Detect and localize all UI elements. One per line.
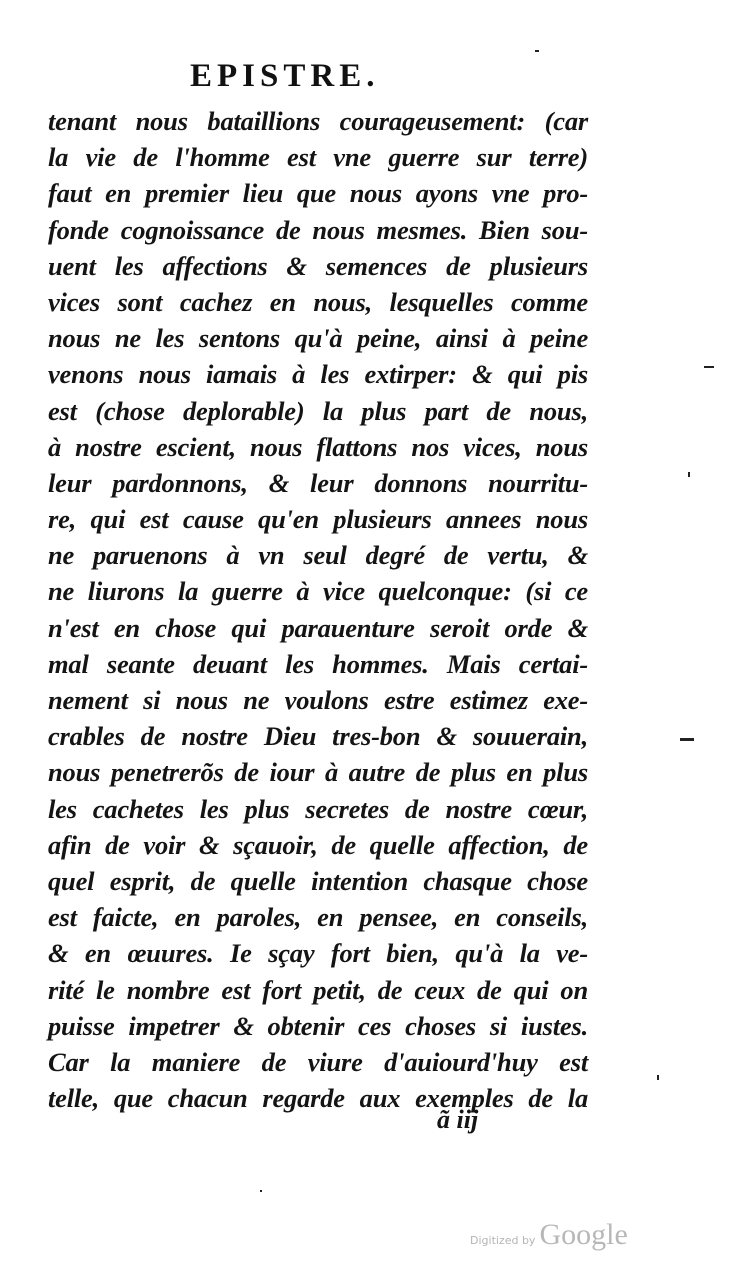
text-line: leur pardonnons, & leur donnons nourritu- xyxy=(48,467,588,498)
text-line: afin de voir & sçauoir, de quelle affection, de xyxy=(48,829,588,860)
text-line: puisse impetrer & obtenir ces choses si iustes. xyxy=(48,1010,588,1041)
text-line: ne liurons la guerre à vice quelconque: (si ce xyxy=(48,576,588,607)
text-line: crables de nostre Dieu tres-bon & souuerain, xyxy=(48,721,588,752)
text-line: venons nous iamais à les extirper: & qui pis xyxy=(48,359,588,390)
signature-mark: ã iij xyxy=(437,1105,479,1134)
text-line: re, qui est cause qu'en plusieurs annees nous xyxy=(48,504,588,535)
google-logo: Google xyxy=(539,1218,628,1251)
text-line: la vie de l'homme est vne guerre sur terre) xyxy=(48,142,588,173)
text-line: nous penetrerõs de iour à autre de plus en plus xyxy=(48,757,588,788)
text-line: telle, que chacun regarde aux exemples de la xyxy=(48,1083,588,1114)
text-line: & en œuures. Ie sçay fort bien, qu'à la ve- xyxy=(48,938,588,969)
text-line: rité le nombre est fort petit, de ceux de qui on xyxy=(48,974,588,1005)
ink-speck xyxy=(704,366,714,368)
text-line: quel esprit, de quelle intention chasque chose xyxy=(48,865,588,896)
ink-speck xyxy=(688,472,690,477)
digitized-watermark xyxy=(470,1218,628,1252)
text-line: ne paruenons à vn seul degré de vertu, & xyxy=(48,540,588,571)
ink-speck xyxy=(680,738,694,741)
text-line: les cachetes les plus secretes de nostre cœur, xyxy=(48,793,588,824)
ink-speck xyxy=(657,1075,659,1080)
text-line: nement si nous ne voulons estre estimez exe- xyxy=(48,685,588,715)
text-line: uent les affections & semences de plusieurs xyxy=(48,250,588,281)
body-text xyxy=(48,103,588,1116)
text-line: nous ne les sentons qu'à peine, ainsi à peine xyxy=(48,323,588,354)
ink-speck xyxy=(260,1190,262,1192)
text-line: est (chose deplorable) la plus part de nous, xyxy=(48,395,588,426)
text-line: fonde cognoissance de nous mesmes. Bien sou- xyxy=(48,214,588,245)
text-line: est faicte, en paroles, en pensee, en conseils, xyxy=(48,902,588,933)
text-line: Car la maniere de viure d'auiourd'huy est xyxy=(48,1046,588,1077)
text-line: n'est en chose qui parauenture seroit orde & xyxy=(48,612,588,643)
text-line: mal seante deuant les hommes. Mais certai- xyxy=(48,648,588,679)
text-line: tenant nous bataillions courageusement: (car xyxy=(48,106,588,136)
ink-speck xyxy=(535,50,539,52)
running-head: EPISTRE. xyxy=(190,58,380,94)
text-line: vices sont cachez en nous, lesquelles comme xyxy=(48,286,588,317)
text-line: faut en premier lieu que nous ayons vne pro- xyxy=(48,178,588,209)
watermark-prefix: Digitized by xyxy=(470,1234,536,1247)
text-line: à nostre escient, nous flattons nos vices, nous xyxy=(48,431,588,462)
